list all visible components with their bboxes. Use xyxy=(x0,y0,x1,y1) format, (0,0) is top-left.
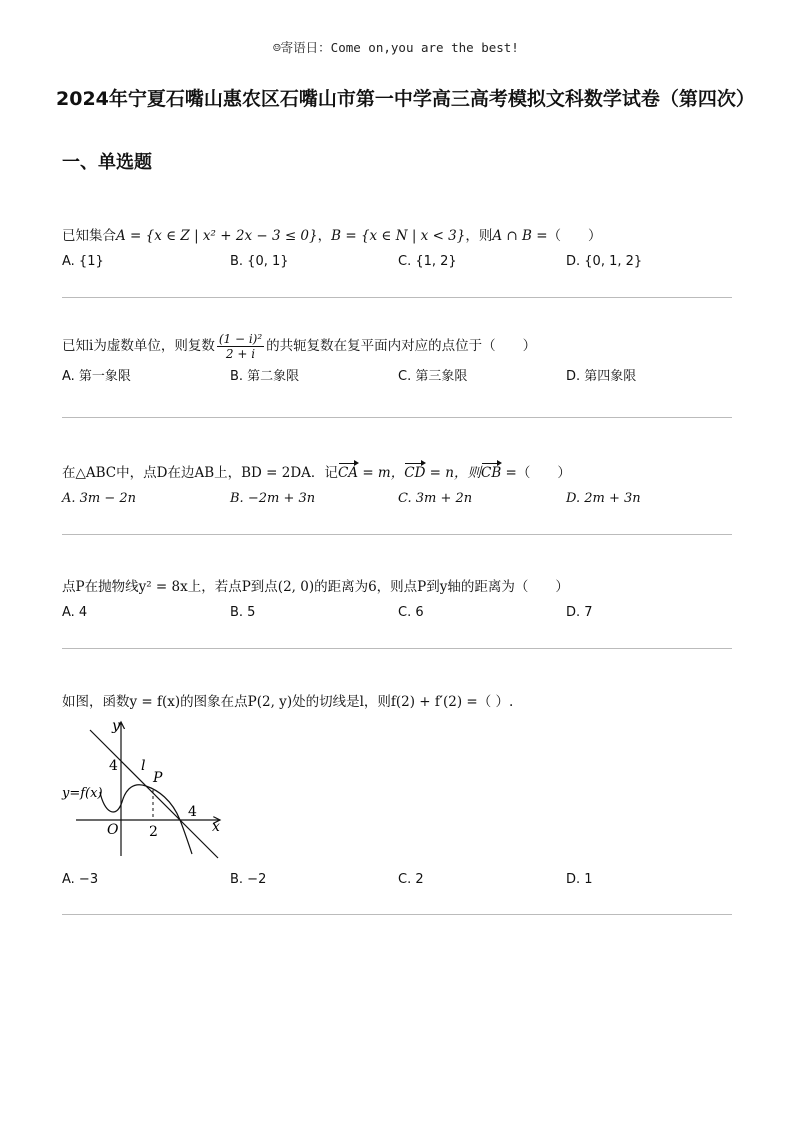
question-stem: 如图，函数y = f(x)的图象在点P(2, y)处的切线是l，则f(2) + f′(2) =（ ）. xyxy=(62,694,514,710)
y-tick-4: 4 xyxy=(109,758,118,774)
question-stem: 点P在抛物线y² = 8x上，若点P到点(2, 0)的距离为6，则点P到y轴的距离为（ ） xyxy=(62,579,569,595)
options xyxy=(62,365,732,385)
x-tick-2: 2 xyxy=(149,824,158,840)
option-b[interactable]: B. 第二象限 xyxy=(230,369,300,384)
option-c[interactable]: C. 3m + 2n xyxy=(398,491,473,506)
question-2 xyxy=(62,332,732,385)
option-b[interactable]: B. {0, 1} xyxy=(230,254,289,269)
question-4 xyxy=(62,575,732,625)
options xyxy=(62,605,732,625)
divider xyxy=(62,297,732,298)
options xyxy=(62,254,732,274)
option-a[interactable]: A. {1} xyxy=(62,254,104,269)
question-stem: 已知集合A = {x ∈ Z | x² + 2x − 3 ≤ 0}，B = {x ∈ N | x < 3}，则A ∩ B =（ ） xyxy=(62,228,602,244)
option-b[interactable]: B. 5 xyxy=(230,605,256,620)
option-d[interactable]: D. 2m + 3n xyxy=(566,491,641,506)
option-d[interactable]: D. {0, 1, 2} xyxy=(566,254,643,269)
option-a[interactable]: A. 3m − 2n xyxy=(62,491,137,506)
divider xyxy=(62,417,732,418)
line-label: l xyxy=(141,758,146,774)
option-d[interactable]: D. 1 xyxy=(566,872,593,887)
option-a[interactable]: A. 4 xyxy=(62,605,88,620)
x-tick-4: 4 xyxy=(188,804,197,820)
option-c[interactable]: C. 第三象限 xyxy=(398,369,468,384)
question-5 xyxy=(62,690,732,710)
option-b[interactable]: B. −2m + 3n xyxy=(230,491,316,506)
vector-cb: CB xyxy=(480,465,502,481)
option-d[interactable]: D. 7 xyxy=(566,605,593,620)
y-axis-label: y xyxy=(112,718,120,734)
divider xyxy=(62,914,732,915)
question-5-options xyxy=(62,872,732,892)
question-stem: 已知i为虚数单位，则复数 $\frac{\text{(1 − i)²}}{2 + i}$ 的共轭复数在复平面内对应的点位于（ ） xyxy=(62,332,537,361)
section-title: 一、单选题 xyxy=(62,152,152,173)
divider xyxy=(62,534,732,535)
option-c[interactable]: C. 2 xyxy=(398,872,424,887)
divider xyxy=(62,648,732,649)
question-3 xyxy=(62,461,732,511)
option-a[interactable]: A. 第一象限 xyxy=(62,369,131,384)
options xyxy=(62,491,732,511)
curve-label: y=f(x) xyxy=(62,786,103,801)
function-graph xyxy=(60,716,230,862)
motto: ☺寄语日：Come on,you are the best! xyxy=(273,40,519,55)
point-label: P xyxy=(153,770,163,786)
option-c[interactable]: C. {1, 2} xyxy=(398,254,457,269)
option-c[interactable]: C. 6 xyxy=(398,605,424,620)
vector-ca: CA xyxy=(337,465,359,481)
option-b[interactable]: B. −2 xyxy=(230,872,267,887)
x-axis-label: x xyxy=(212,819,220,835)
function-curve xyxy=(100,785,192,854)
question-1 xyxy=(62,224,732,274)
vector-cd: CD xyxy=(404,465,426,481)
fraction: $\frac{\text{(1 − i)²}}{2 + i}$ xyxy=(218,332,263,361)
question-stem: 在△ABC中，点D在边AB上，BD = 2DA．记CA = m，CD = n，则CB =（ ） xyxy=(62,465,571,481)
options xyxy=(62,872,732,892)
page-title: 2024年宁夏石嘴山惠农区石嘴山市第一中学高三高考模拟文科数学试卷（第四次） xyxy=(56,88,755,110)
origin-label: O xyxy=(107,822,119,838)
option-d[interactable]: D. 第四象限 xyxy=(566,369,637,384)
option-a[interactable]: A. −3 xyxy=(62,872,99,887)
